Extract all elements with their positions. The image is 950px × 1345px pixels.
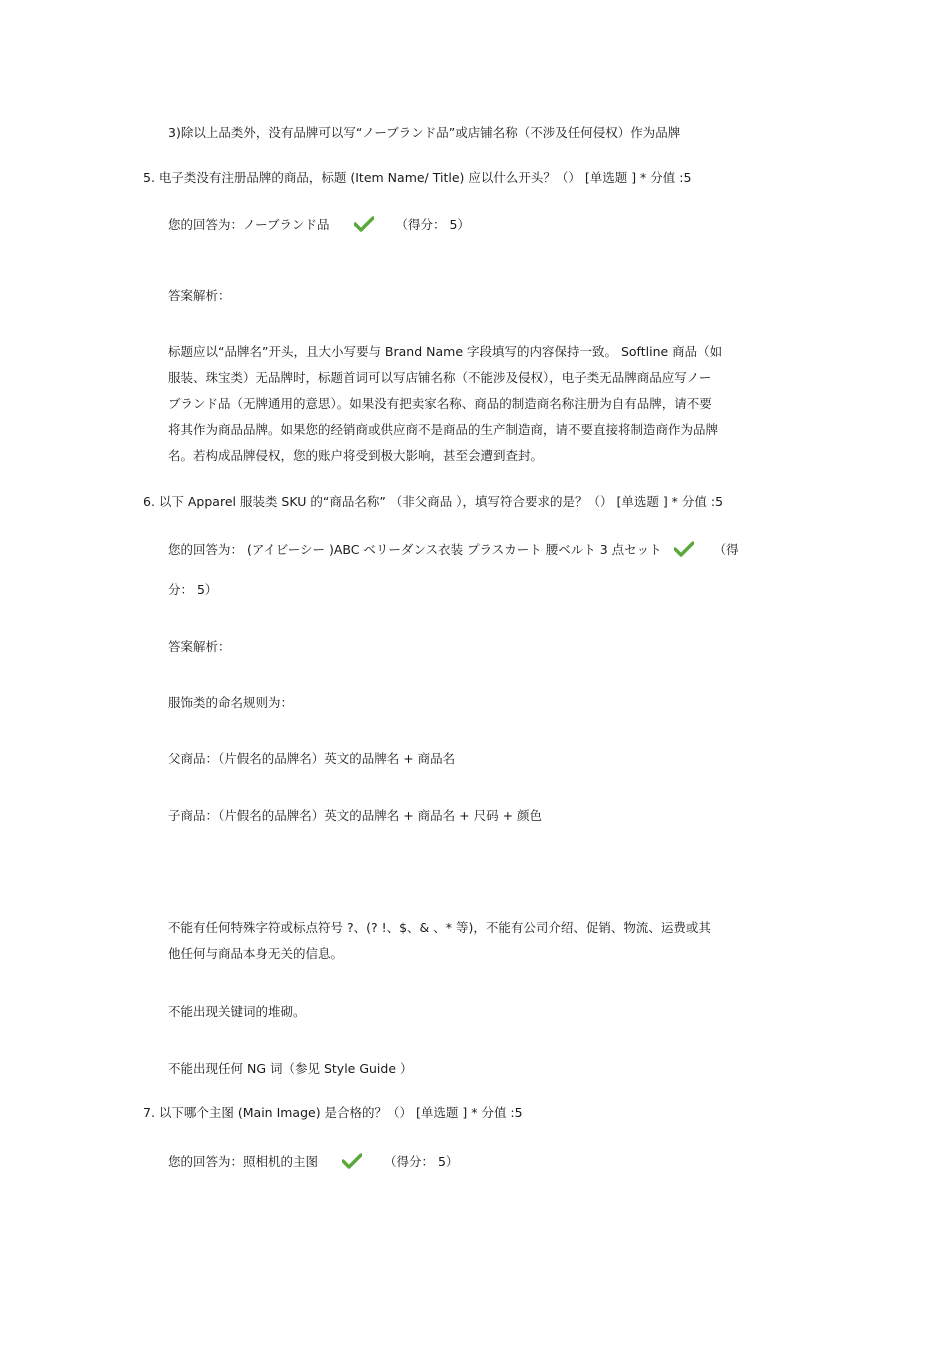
question-7-answer xyxy=(168,1153,458,1170)
score-text: （得 xyxy=(713,542,739,557)
analysis-line: 将其作为商品品牌。如果您的经销商或供应商不是商品的生产制造商，请不要直接将制造商作为品牌 xyxy=(168,422,719,437)
rule-parent: 父商品：（片假名的品牌名）英文的品牌名 + 商品名 xyxy=(168,751,456,766)
question-6-analysis-label: 答案解析： xyxy=(168,639,231,654)
rule-special-line: 他任何与商品本身无关的信息。 xyxy=(168,946,344,961)
check-icon xyxy=(354,216,374,233)
question-5-title: 5. 电子类没有注册品牌的商品，标题 (Item Name/ Title) 应以什么开头？（） [单选题 ] * 分值 :5 xyxy=(143,170,692,185)
score-text: （得分： 5） xyxy=(383,1154,459,1169)
intro-line: 3)除以上品类外，没有品牌可以写“ノーブランド品”或店铺名称（不涉及任何侵权）作为品牌 xyxy=(168,125,681,140)
check-icon xyxy=(674,541,694,558)
rule-special-line: 不能有任何特殊字符或标点符号 ?、(? !、$、& 、* 等)，不能有公司介绍、促销、物流、运费或其 xyxy=(168,920,711,935)
analysis-line: 标题应以“品牌名”开头，且大小写要与 Brand Name 字段填写的内容保持一致。 Softline 商品（如 xyxy=(168,344,723,359)
rule-ng: 不能出现任何 NG 词（参见 Style Guide ） xyxy=(168,1061,413,1076)
rule-special xyxy=(168,915,808,967)
rule-child: 子商品：（片假名的品牌名）英文的品牌名 + 商品名 + 尺码 + 颜色 xyxy=(168,808,543,823)
question-7-title: 7. 以下哪个主图 (Main Image) 是合格的？（） [单选题 ] * 分值 :5 xyxy=(143,1105,523,1120)
analysis-line: 名。若构成品牌侵权，您的账户将受到极大影响，甚至会遭到查封。 xyxy=(168,448,544,463)
question-5-analysis xyxy=(168,339,808,469)
analysis-line: ブランド品（无牌通用的意思）。如果没有把卖家名称、商品的制造商名称注册为自有品牌，请不要 xyxy=(168,396,712,411)
question-5-answer xyxy=(168,216,470,233)
answer-label: 您的回答为：照相机的主图 xyxy=(168,1154,319,1169)
analysis-line: 服装、珠宝类）无品牌时，标题首词可以写店铺名称（不能涉及侵权），电子类无品牌商品应写ノー xyxy=(168,370,712,385)
question-5-analysis-label: 答案解析： xyxy=(168,288,231,303)
question-6-answer xyxy=(168,541,739,558)
question-6-title: 6. 以下 Apparel 服装类 SKU 的“商品名称” （非父商品 ），填写符合要求的是？（） [单选题 ] * 分值 :5 xyxy=(143,494,724,509)
answer-label: 您的回答为： (アイビーシー )ABC ベリーダンス衣装 プラスカート 腰ベルト 3 点セット xyxy=(168,542,662,557)
check-icon xyxy=(342,1153,362,1170)
question-6-score-cont: 分： 5） xyxy=(168,582,218,597)
rules-title: 服饰类的命名规则为： xyxy=(168,695,294,710)
rule-stack: 不能出现关键词的堆砌。 xyxy=(168,1004,306,1019)
score-text: （得分： 5） xyxy=(395,217,470,232)
answer-label: 您的回答为：ノーブランド品 xyxy=(168,217,330,232)
